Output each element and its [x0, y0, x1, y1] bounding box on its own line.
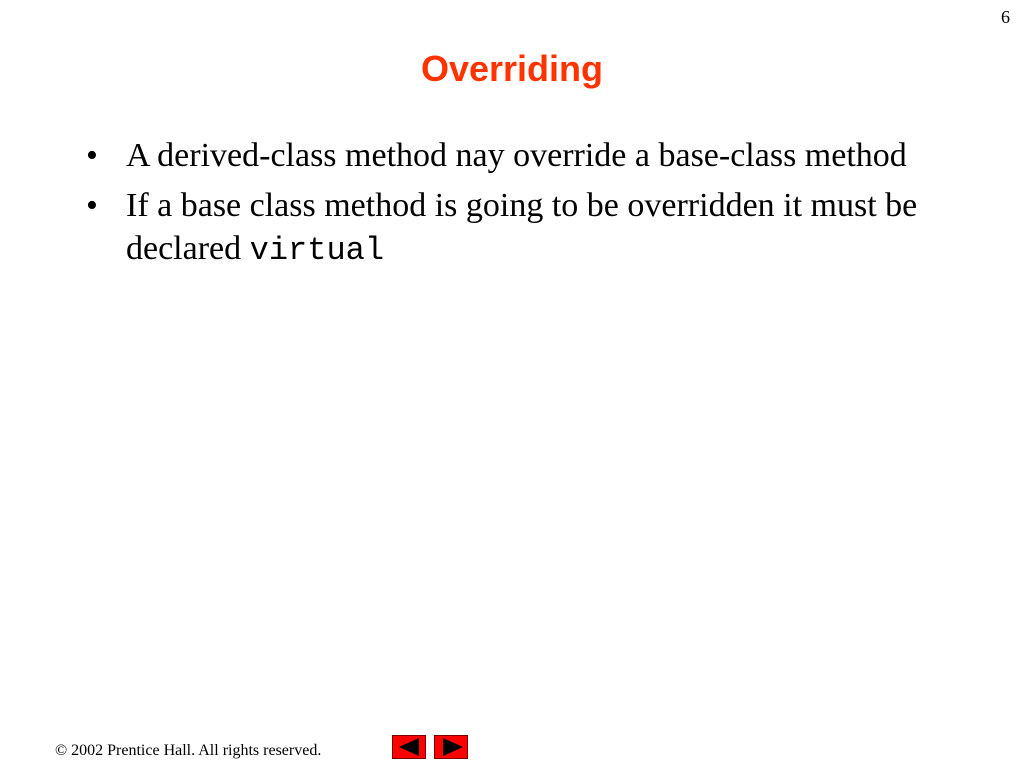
right-arrow-icon — [441, 738, 463, 756]
slide-navigation — [392, 735, 468, 759]
bullet-item — [86, 184, 946, 272]
previous-slide-button[interactable] — [392, 735, 426, 759]
slide-title: Overriding — [420, 48, 604, 89]
left-arrow-icon — [399, 738, 421, 756]
next-slide-button[interactable] — [434, 735, 468, 759]
copyright-text: 2002 Prentice Hall. All rights reserved. — [67, 742, 322, 759]
bullet-marker: • — [86, 187, 98, 224]
bullet-text: A derived-class method nay override a base-class method — [126, 137, 907, 174]
bullet-marker: • — [86, 137, 98, 174]
bullet-list — [86, 134, 946, 279]
page-number: 6 — [1001, 7, 1010, 27]
code-keyword: virtual — [249, 232, 385, 269]
bullet-item — [86, 134, 946, 177]
copyright-footer — [55, 742, 321, 760]
bullet-text: If a base class method is going to be overridden it must be declared — [126, 187, 918, 267]
copyright-symbol: © — [55, 742, 68, 759]
